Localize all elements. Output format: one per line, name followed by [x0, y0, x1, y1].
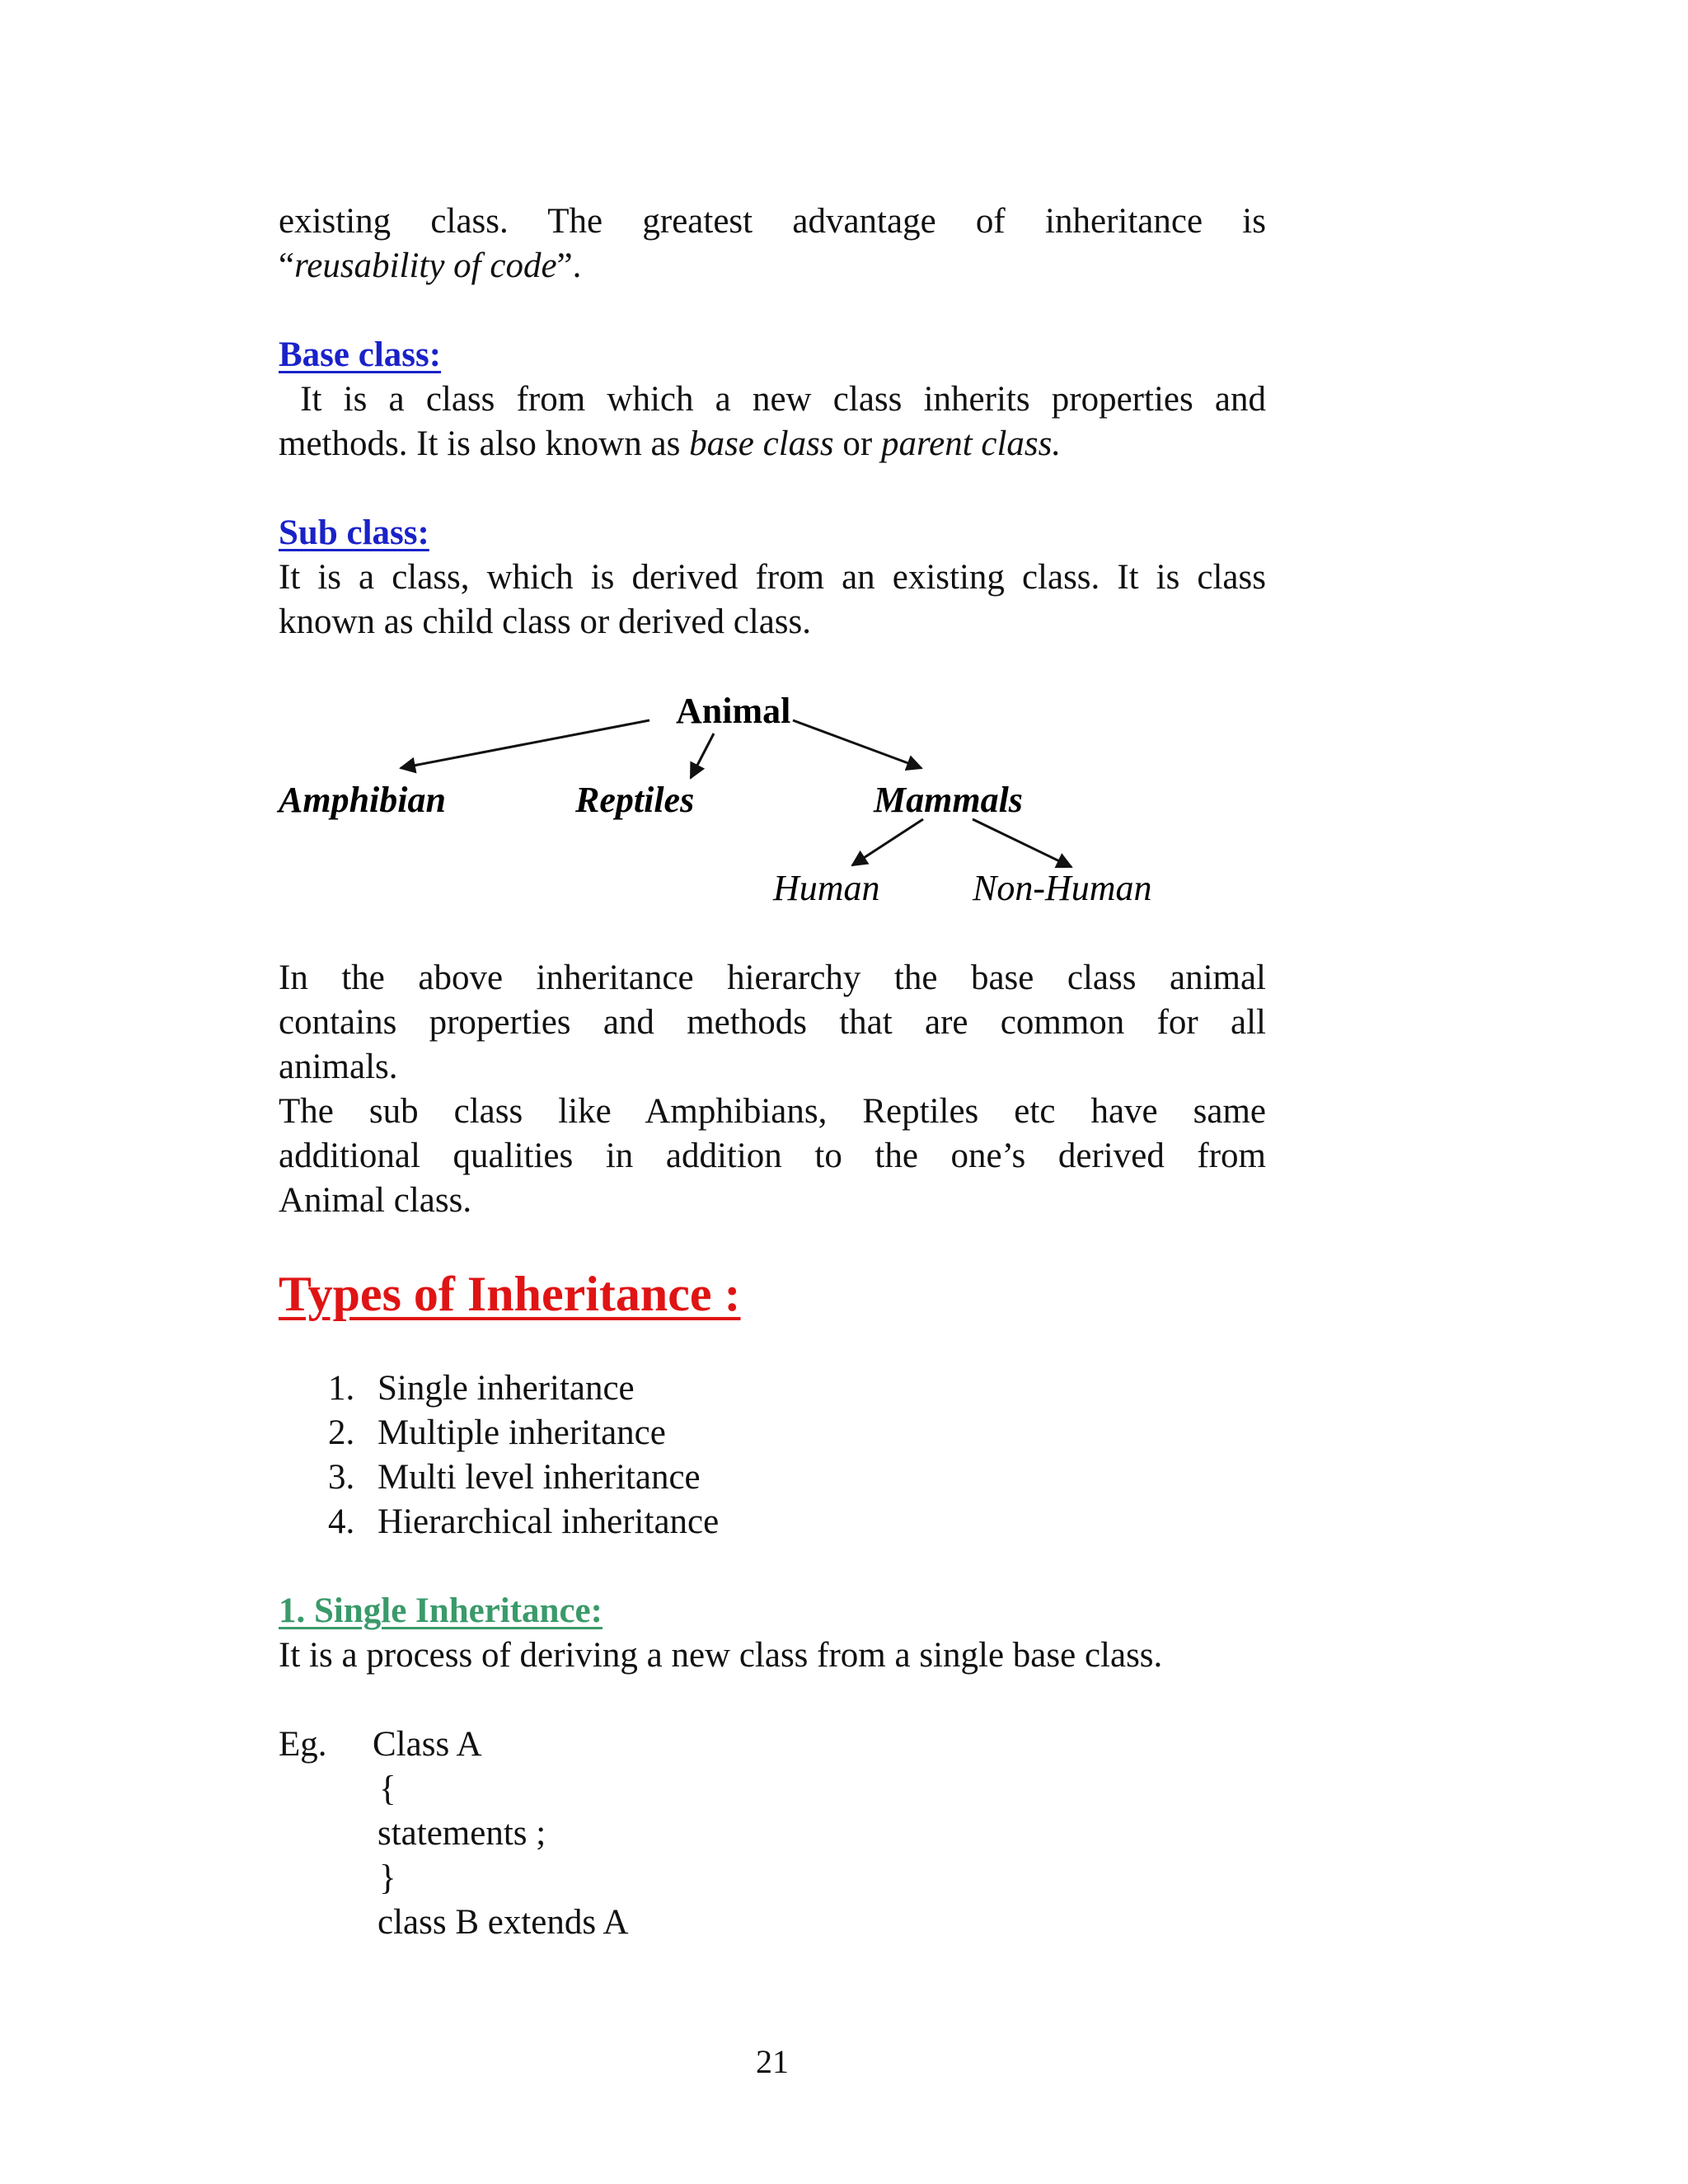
types-heading-row	[279, 1264, 1266, 1329]
node-reptiles: Reptiles	[575, 780, 695, 820]
base-class-heading: Base class:	[279, 335, 442, 374]
arrow-mammals-non-human	[973, 819, 1071, 867]
single-inheritance-heading: 1. Single Inheritance:	[279, 1591, 603, 1630]
list-number: 4.	[328, 1502, 355, 1541]
sub-class-line-1: It is a class, which is derived from an existing class. It is class	[279, 558, 1266, 597]
base-class-term: base class	[689, 424, 834, 463]
code-line-1: Class A	[373, 1725, 482, 1764]
arrow-animal-amphibian	[401, 720, 649, 768]
single-inheritance-description: It is a process of deriving a new class from a single base class.	[279, 1636, 1163, 1675]
base-class-line-1: It is a class from which a new class inherits properties and	[279, 380, 1266, 419]
explanation-line-2: contains properties and methods that are common for all	[279, 1003, 1266, 1042]
arrow-animal-reptiles	[691, 733, 714, 778]
code-line-5: class B extends A	[377, 1903, 629, 1942]
code-line-2: {	[379, 1769, 396, 1808]
explanation-line-6: Animal class.	[279, 1181, 472, 1220]
single-heading-row	[279, 1589, 1266, 1633]
quote-close: ”.	[556, 246, 582, 285]
code-line-3: statements ;	[377, 1814, 546, 1853]
types-list-item	[328, 1500, 719, 1544]
node-amphibian: Amphibian	[279, 780, 446, 820]
types-list-item	[328, 1366, 635, 1411]
explanation-line-5: additional qualities in addition to the one’s derived from	[279, 1137, 1266, 1175]
node-human: Human	[773, 868, 880, 908]
example-prefix: Eg.	[279, 1725, 327, 1764]
node-animal: Animal	[676, 691, 791, 731]
types-list-item	[328, 1411, 666, 1455]
intro-line-1: existing class. The greatest advantage of inheritance is	[279, 202, 1266, 241]
list-number: 1.	[328, 1369, 355, 1408]
parent-class-term: parent class.	[880, 424, 1062, 463]
list-number: 3.	[328, 1458, 355, 1497]
node-mammals: Mammals	[874, 780, 1023, 820]
code-line-4: }	[379, 1858, 396, 1897]
types-heading: Types of Inheritance :	[279, 1267, 741, 1321]
quote-open: “	[279, 246, 295, 285]
sub-class-line-2: known as child class or derived class.	[279, 602, 812, 641]
list-number: 2.	[328, 1413, 355, 1452]
base-class-line-2-mid: or	[833, 424, 881, 463]
sub-class-heading: Sub class:	[279, 513, 429, 552]
list-label: Multiple inheritance	[377, 1413, 666, 1452]
base-class-line-2-pre: methods. It is also known as	[279, 424, 690, 463]
reusability-text: reusability of code	[294, 246, 557, 285]
arrow-animal-mammals	[793, 720, 921, 768]
explanation-line-4: The sub class like Amphibians, Reptiles etc have same	[279, 1092, 1266, 1131]
arrow-mammals-human	[852, 819, 923, 865]
list-label: Single inheritance	[377, 1369, 635, 1408]
explanation-line-1: In the above inheritance hierarchy the base class animal	[279, 958, 1266, 997]
node-non-human: Non-Human	[973, 868, 1152, 908]
list-label: Hierarchical inheritance	[377, 1502, 720, 1541]
page-number: 21	[756, 2043, 789, 2080]
explanation-line-3: animals.	[279, 1047, 398, 1086]
types-list-item	[328, 1455, 701, 1500]
list-label: Multi level inheritance	[377, 1458, 701, 1497]
